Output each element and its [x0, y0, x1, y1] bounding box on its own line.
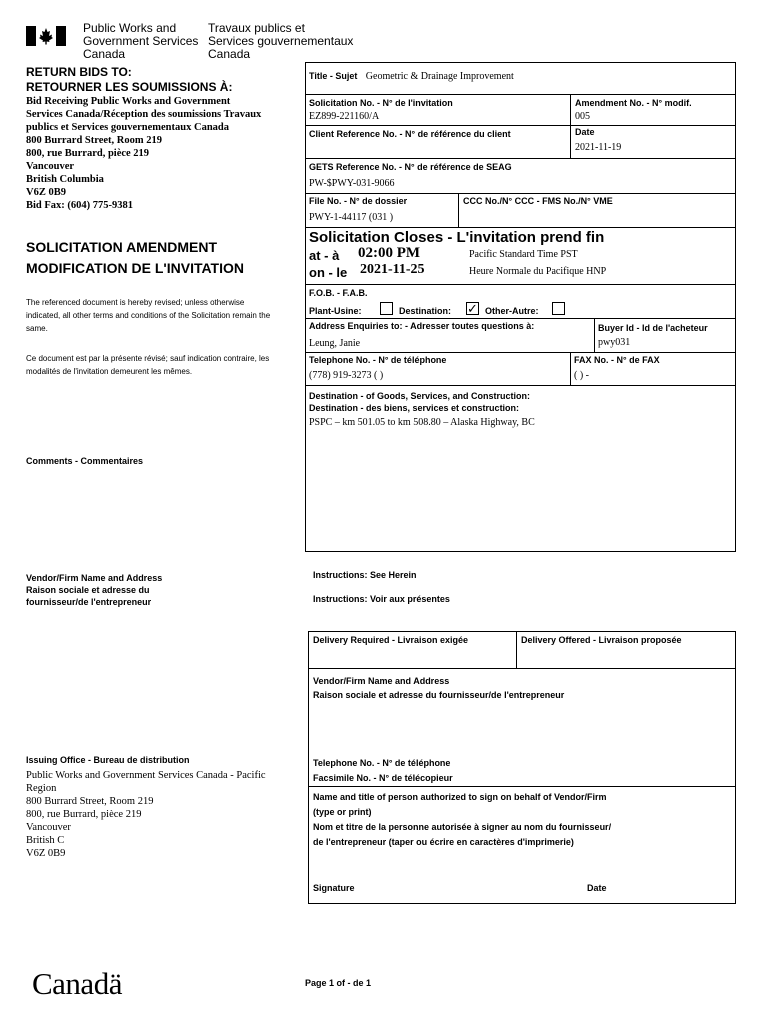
date-label: Date: [575, 127, 595, 137]
issuing-office-label: Issuing Office - Bureau de distribution: [26, 755, 190, 765]
telephone-label: Telephone No. - N° de téléphone: [309, 355, 447, 365]
delivery-offered-label: Delivery Offered - Livraison proposée: [521, 635, 682, 645]
ccc-no-label: CCC No./N° CCC - FMS No./N° VME: [463, 196, 613, 206]
time-zone-fr: Heure Normale du Pacifique HNP: [469, 266, 607, 277]
title-field: Title - Sujet Geometric & Drainage Improvement: [309, 71, 514, 82]
authorized-person-label: Name and title of person authorized to sign on behalf of Vendor/Firm (type or print) Nom et titre de la personne autorisée à signer au nom du fournisseur/ de l'entrepreneur (taper ou écrire en caractères d'imprimerie): [313, 792, 612, 847]
vendor-facsimile-label: Facsimile No. - N° de télécopieur: [313, 773, 453, 783]
signature-label: Signature: [313, 883, 355, 893]
destination-checkbox[interactable]: ✓: [467, 301, 478, 316]
gets-reference-label: GETS Reference No. - N° de référence de SEAG: [309, 162, 512, 172]
destination-label: Destination:: [399, 306, 452, 316]
other-label: Other-Autre:: [485, 306, 539, 316]
solicitation-no-value: EZ899-221160/A: [309, 111, 380, 122]
closing-time-value: 02:00 PM: [358, 245, 421, 261]
closing-date-value: 2021-11-25: [360, 262, 425, 277]
address-enquiries-label: Address Enquiries to: - Adresser toutes questions à:: [309, 321, 535, 331]
fax-label: FAX No. - N° de FAX: [574, 355, 660, 365]
signature-date-label: Date: [587, 883, 607, 893]
amendment-no-value: 005: [575, 111, 590, 122]
fob-label: F.O.B. - F.A.B.: [309, 288, 368, 298]
destination-goods-value: PSPC – km 501.05 to km 508.80 – Alaska Highway, BC: [309, 417, 535, 428]
amendment-no-label: Amendment No. - N° modif.: [575, 98, 692, 108]
plant-label: Plant-Usine:: [309, 306, 362, 316]
buyer-id-label: Buyer Id - Id de l'acheteur: [598, 323, 708, 333]
vendor-label: Vendor/Firm Name and Address Raison sociale et adresse du fournisseur/de l'entrepreneur: [26, 573, 163, 607]
amendment-title: SOLICITATION AMENDMENT MODIFICATION DE L'INVITATION: [26, 239, 244, 276]
amendment-note-en: The referenced document is hereby revised; unless otherwise indicated, all other terms and conditions of the Solicitation remain the same.: [26, 298, 271, 333]
on-label: on - le: [309, 265, 348, 280]
title-value: Geometric & Drainage Improvement: [365, 71, 514, 82]
gets-reference-value: PW-$PWY-031-9066: [309, 178, 395, 189]
telephone-value: (778) 919-3273 ( ): [309, 370, 384, 381]
department-name-en: Public Works and Government Services Canada: [83, 21, 199, 61]
fax-value: ( ) -: [574, 370, 589, 381]
file-no-label: File No. - N° de dossier: [309, 196, 408, 206]
plant-checkbox[interactable]: [380, 302, 393, 315]
time-zone-en: Pacific Standard Time PST: [469, 249, 578, 260]
address-enquiries-value: Leung, Janie: [309, 338, 361, 349]
destination-goods-label: Destination - of Goods, Services, and Construction: Destination - des biens, services et construction:: [309, 391, 531, 413]
file-no-value: PWY-1-44117 (031 ): [309, 212, 394, 223]
return-bids-title: RETURN BIDS TO: RETOURNER LES SOUMISSIONS À:: [26, 65, 233, 94]
delivery-required-label: Delivery Required - Livraison exigée: [313, 635, 469, 645]
issuing-office-address: Public Works and Government Services Canada - Pacific Region 800 Burrard Street, Room 219 800, rue Burrard, pièce 219 Vancouver British C V6Z 0B9: [26, 770, 266, 859]
vendor-firm-label: Vendor/Firm Name and Address Raison sociale et adresse du fournisseur/de l'entrepreneur: [313, 676, 565, 700]
amendment-note-fr: Ce document est par la présente révisé; sauf indication contraire, les modalités de l'invitation demeurent les mêmes.: [26, 354, 270, 376]
canada-flag-icon: [26, 26, 66, 46]
client-reference-label: Client Reference No. - N° de référence du client: [309, 129, 511, 139]
page-number: Page 1 of - de 1: [305, 978, 372, 988]
vendor-telephone-label: Telephone No. - N° de téléphone: [313, 758, 451, 768]
other-checkbox[interactable]: [552, 302, 565, 315]
date-value: 2021-11-19: [575, 142, 622, 153]
solicitation-closes-title: Solicitation Closes - L'invitation prend fin: [309, 229, 605, 246]
buyer-id-value: pwy031: [598, 337, 631, 348]
canada-wordmark-logo: Canadä: [32, 966, 122, 1001]
solicitation-no-label: Solicitation No. - N° de l'invitation: [309, 98, 453, 108]
department-name-fr: Travaux publics et Services gouvernementaux Canada: [208, 21, 354, 61]
instructions-fr: Instructions: Voir aux présentes: [313, 594, 450, 604]
comments-label: Comments - Commentaires: [26, 456, 144, 466]
instructions-en: Instructions: See Herein: [313, 570, 417, 580]
return-bids-address: Bid Receiving Public Works and Government Services Canada/Réception des soumissions Travaux publics et Services gouvernementaux Canada 800 Burrard Street, Room 219 800, rue Burrard, pièce 219 Vancouver British Columbia V6Z 0B9 Bid Fax: (604) 775-9381: [26, 96, 262, 211]
at-label: at - à: [309, 248, 340, 263]
